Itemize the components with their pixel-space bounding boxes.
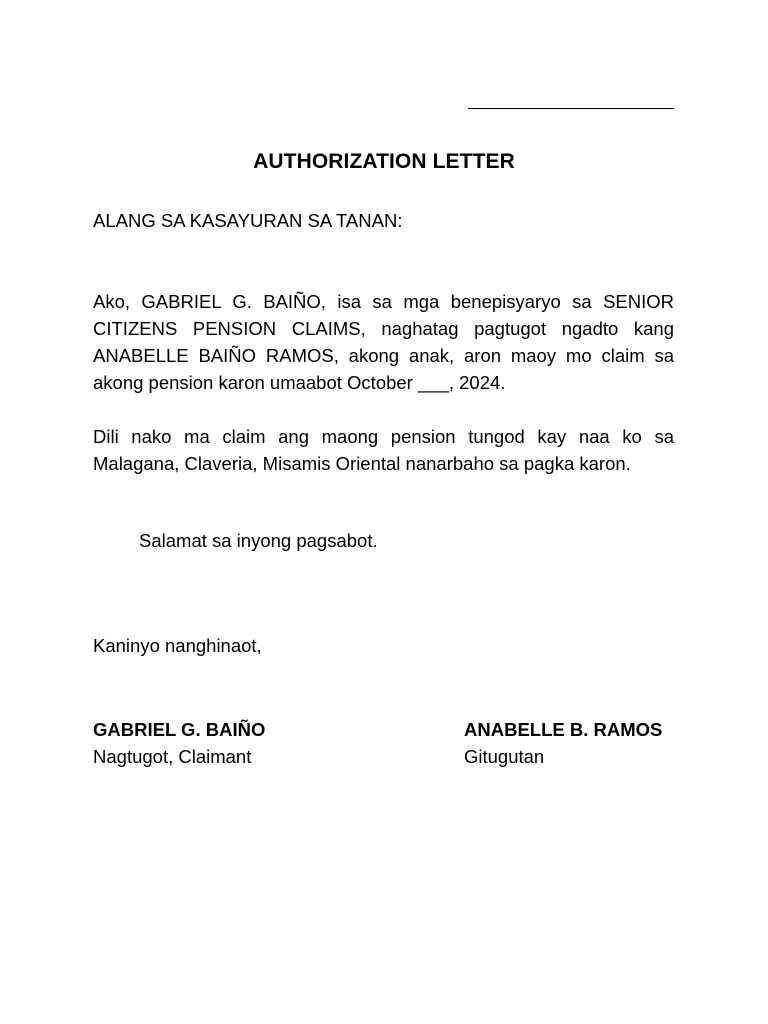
- grantor-name: GABRIEL G. BAIÑO: [93, 719, 266, 740]
- thanks-line: Salamat sa inyong pagsabot.: [139, 530, 378, 551]
- letter-title: AUTHORIZATION LETTER: [253, 150, 515, 173]
- salutation: ALANG SA KASAYURAN SA TANAN:: [93, 210, 403, 231]
- date-blank-line: [468, 108, 674, 109]
- closing-line: Kaninyo nanghinaot,: [93, 635, 262, 656]
- signatory-grantee: [464, 716, 662, 770]
- grantor-role: Nagtugot, Claimant: [93, 746, 252, 767]
- body-paragraph-2: Dili nako ma claim ang maong pension tungod kay naa ko sa Malagana, Claveria, Misamis Oriental nanarbaho sa pagka karon.: [93, 426, 674, 474]
- grantee-role: Gitugutan: [464, 746, 545, 767]
- signatory-grantor: [93, 716, 265, 770]
- grantee-name: ANABELLE B. RAMOS: [464, 719, 663, 740]
- body-paragraph-1: Ako, GABRIEL G. BAIÑO, isa sa mga benepisyaryo sa SENIOR CITIZENS PENSION CLAIMS, naghatag pagtugot ngadto kang ANABELLE BAIÑO RAMOS, akong anak, aron maoy mo claim sa akong pension karon umaabot October ___, 2024.: [93, 291, 674, 393]
